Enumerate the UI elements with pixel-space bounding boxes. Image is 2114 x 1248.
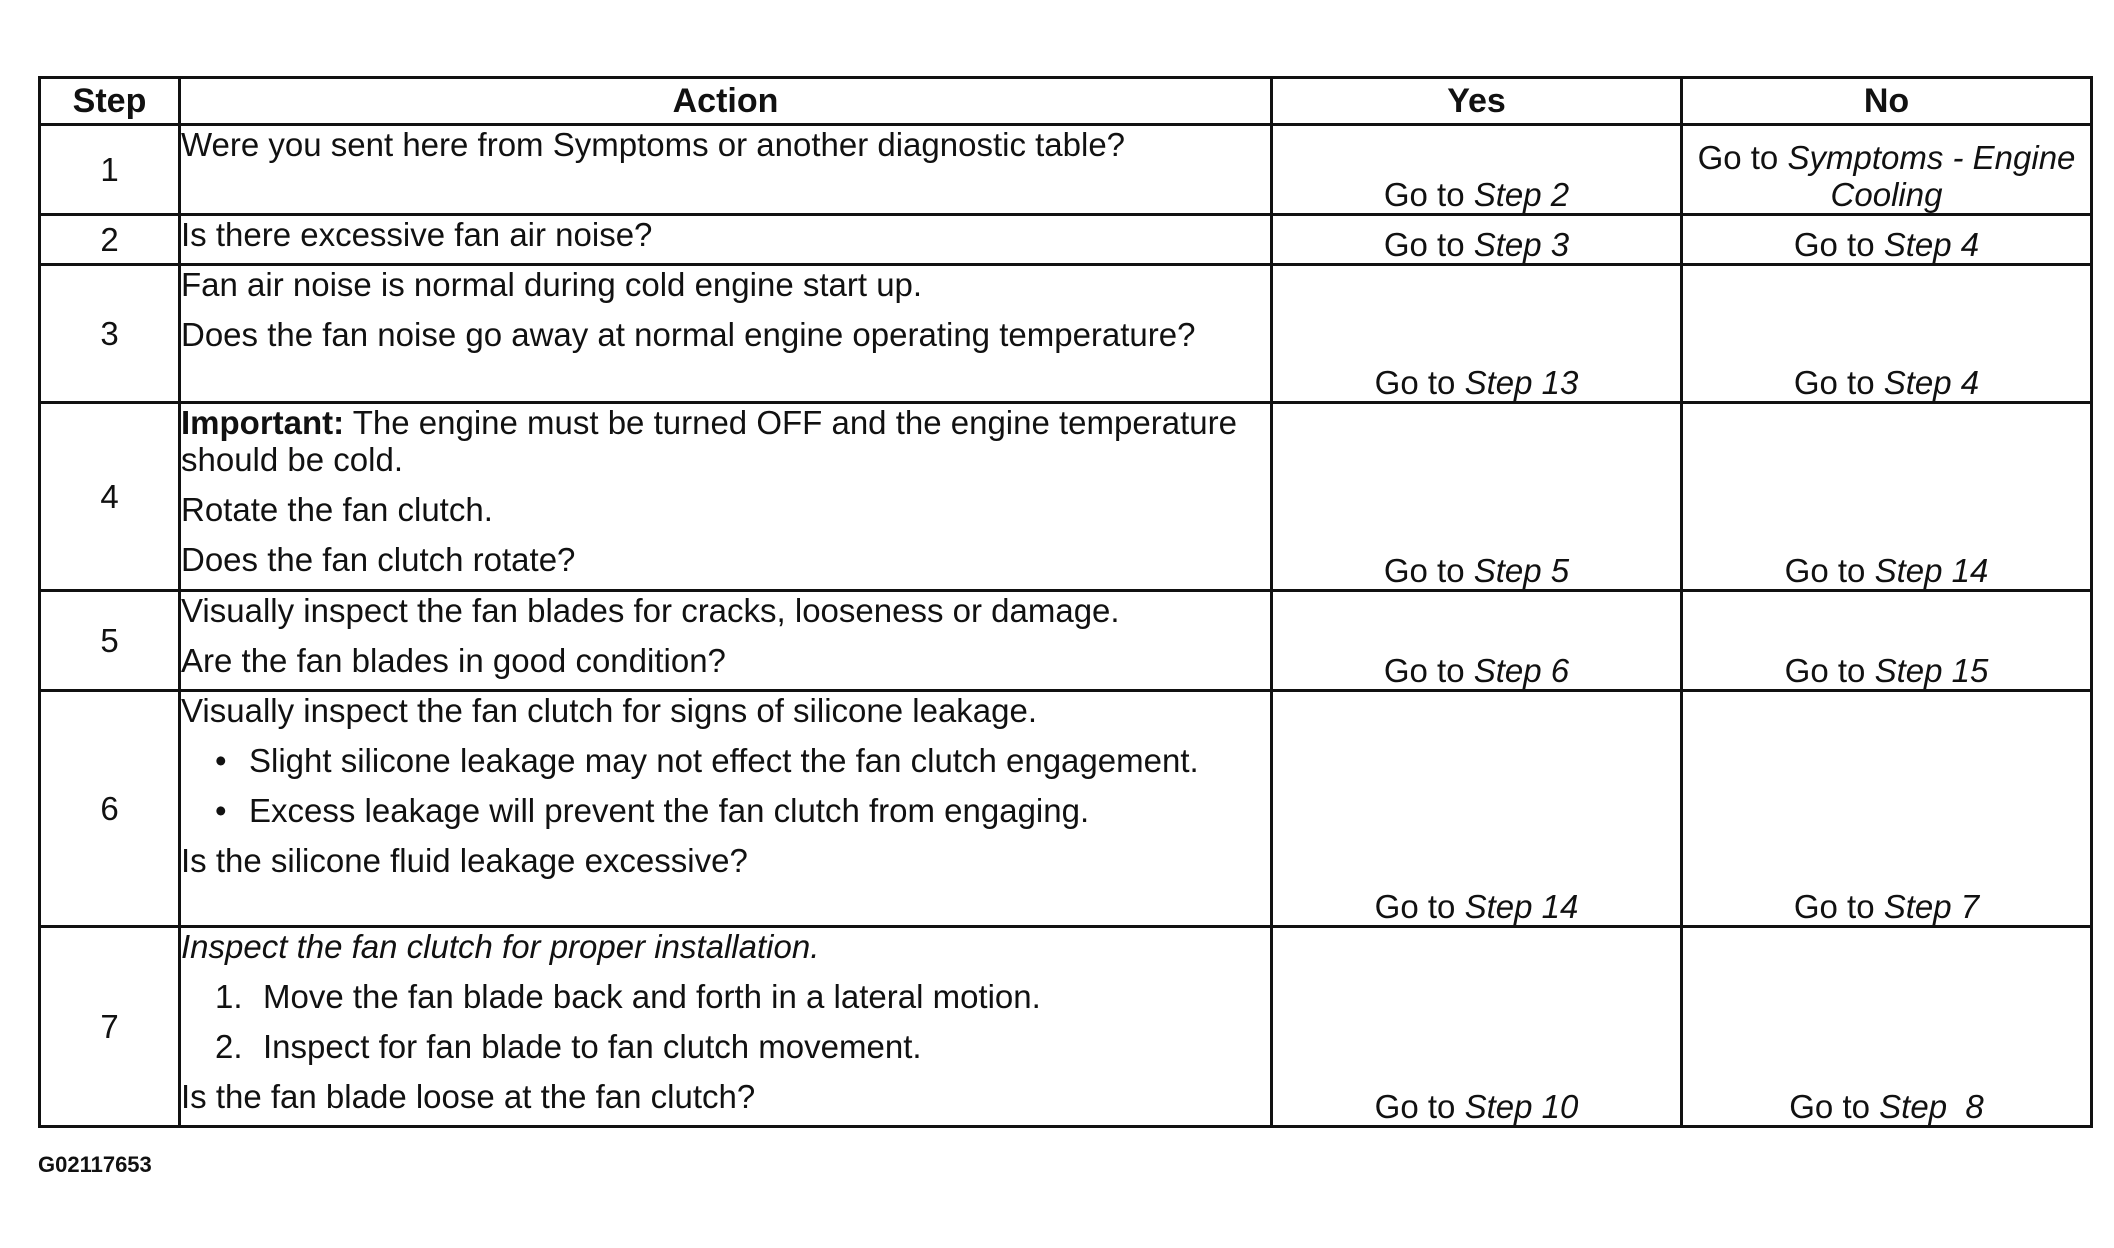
important-label: Important: — [181, 404, 345, 441]
goto-target: Step 2 — [1473, 176, 1570, 213]
diagnostic-table-container — [38, 76, 2090, 1128]
list-item-text: Slight silicone leakage may not effect the fan clutch engagement. — [249, 742, 1199, 779]
goto-prefix: Go to — [1697, 139, 1788, 176]
list-item-text: Excess leakage will prevent the fan clutch from engaging. — [249, 792, 1090, 829]
action-text: Is the fan blade loose at the fan clutch? — [181, 1078, 756, 1115]
goto-target: Step 4 — [1883, 364, 1980, 401]
goto-target: Step 13 — [1464, 364, 1579, 401]
action-cell — [180, 403, 1272, 591]
step-number: 4 — [40, 403, 180, 591]
goto-prefix: Go to — [1383, 552, 1474, 589]
goto-target: Step 14 — [1874, 552, 1989, 589]
table-row — [40, 215, 2092, 265]
header-step: Step — [40, 78, 180, 125]
goto-prefix: Go to — [1793, 888, 1884, 925]
goto-target: Step 15 — [1874, 652, 1989, 689]
step-number: 1 — [40, 125, 180, 215]
yes-cell — [1272, 215, 1682, 265]
table-row — [40, 125, 2092, 215]
no-cell — [1682, 265, 2092, 403]
yes-cell — [1272, 125, 1682, 215]
yes-cell — [1272, 691, 1682, 927]
table-row — [40, 265, 2092, 403]
list-number: 1. — [215, 978, 243, 1015]
action-cell — [180, 215, 1272, 265]
goto-prefix: Go to — [1374, 1088, 1465, 1125]
no-cell — [1682, 403, 2092, 591]
goto-prefix: Go to — [1383, 226, 1474, 263]
goto-prefix: Go to — [1383, 652, 1474, 689]
goto-prefix: Go to — [1789, 1088, 1880, 1125]
important-text: The engine must be turned OFF and the engine temperature should be cold. — [181, 404, 1237, 478]
action-text: Does the fan noise go away at normal engine operating temperature? — [181, 316, 1196, 353]
bullet-marker: • — [215, 742, 227, 779]
goto-prefix: Go to — [1374, 888, 1465, 925]
table-body — [40, 125, 2092, 1127]
table-row — [40, 403, 2092, 591]
no-cell — [1682, 591, 2092, 691]
action-text: Rotate the fan clutch. — [181, 491, 493, 528]
no-cell — [1682, 125, 2092, 215]
table-header-row — [40, 78, 2092, 125]
action-text: Are the fan blades in good condition? — [181, 642, 726, 679]
action-text: Visually inspect the fan blades for cracks, looseness or damage. — [181, 592, 1120, 629]
goto-target: Step 3 — [1473, 226, 1570, 263]
numbered-list-item — [181, 1028, 1270, 1065]
step-number: 2 — [40, 215, 180, 265]
goto-target: Step 5 — [1473, 552, 1570, 589]
action-text: Inspect the fan clutch for proper installation. — [181, 928, 820, 965]
goto-prefix: Go to — [1793, 226, 1884, 263]
yes-cell — [1272, 265, 1682, 403]
table-row — [40, 691, 2092, 927]
goto-target: Step 7 — [1883, 888, 1980, 925]
goto-prefix: Go to — [1793, 364, 1884, 401]
no-cell — [1682, 691, 2092, 927]
action-text: Is the silicone fluid leakage excessive? — [181, 842, 748, 879]
header-no: No — [1682, 78, 2092, 125]
action-text: Is there excessive fan air noise? — [181, 216, 653, 253]
goto-prefix: Go to — [1784, 552, 1875, 589]
action-cell — [180, 591, 1272, 691]
goto-target: Step 8 — [1879, 1088, 1984, 1125]
yes-cell — [1272, 927, 1682, 1127]
bullet-list-item — [181, 742, 1270, 779]
step-number: 5 — [40, 591, 180, 691]
table-row — [40, 927, 2092, 1127]
action-text: Visually inspect the fan clutch for signs of silicone leakage. — [181, 692, 1038, 729]
list-item-text: Move the fan blade back and forth in a lateral motion. — [263, 978, 1041, 1015]
important-note — [181, 404, 1270, 478]
list-number: 2. — [215, 1028, 243, 1065]
numbered-list-item — [181, 978, 1270, 1015]
yes-cell — [1272, 591, 1682, 691]
header-yes: Yes — [1272, 78, 1682, 125]
header-action: Action — [180, 78, 1272, 125]
no-cell — [1682, 927, 2092, 1127]
no-cell — [1682, 215, 2092, 265]
bullet-list-item — [181, 792, 1270, 829]
action-text: Fan air noise is normal during cold engine start up. — [181, 266, 923, 303]
action-text: Were you sent here from Symptoms or another diagnostic table? — [181, 126, 1126, 163]
bullet-marker: • — [215, 792, 227, 829]
goto-prefix: Go to — [1374, 364, 1465, 401]
action-text: Does the fan clutch rotate? — [181, 541, 576, 578]
goto-target: Step 6 — [1473, 652, 1570, 689]
step-number: 7 — [40, 927, 180, 1127]
step-number: 6 — [40, 691, 180, 927]
table-row — [40, 591, 2092, 691]
goto-target: Step 14 — [1464, 888, 1579, 925]
action-cell — [180, 691, 1272, 927]
goto-prefix: Go to — [1784, 652, 1875, 689]
step-number: 3 — [40, 265, 180, 403]
action-cell — [180, 125, 1272, 215]
goto-prefix: Go to — [1383, 176, 1474, 213]
goto-target: Step 10 — [1464, 1088, 1579, 1125]
list-item-text: Inspect for fan blade to fan clutch movement. — [263, 1028, 922, 1065]
action-cell — [180, 927, 1272, 1127]
goto-target: Symptoms - Engine Cooling — [1787, 139, 2085, 213]
figure-code: G02117653 — [38, 1152, 152, 1177]
action-cell — [180, 265, 1272, 403]
goto-target: Step 4 — [1883, 226, 1980, 263]
diagnostic-table — [38, 76, 2093, 1128]
yes-cell — [1272, 403, 1682, 591]
